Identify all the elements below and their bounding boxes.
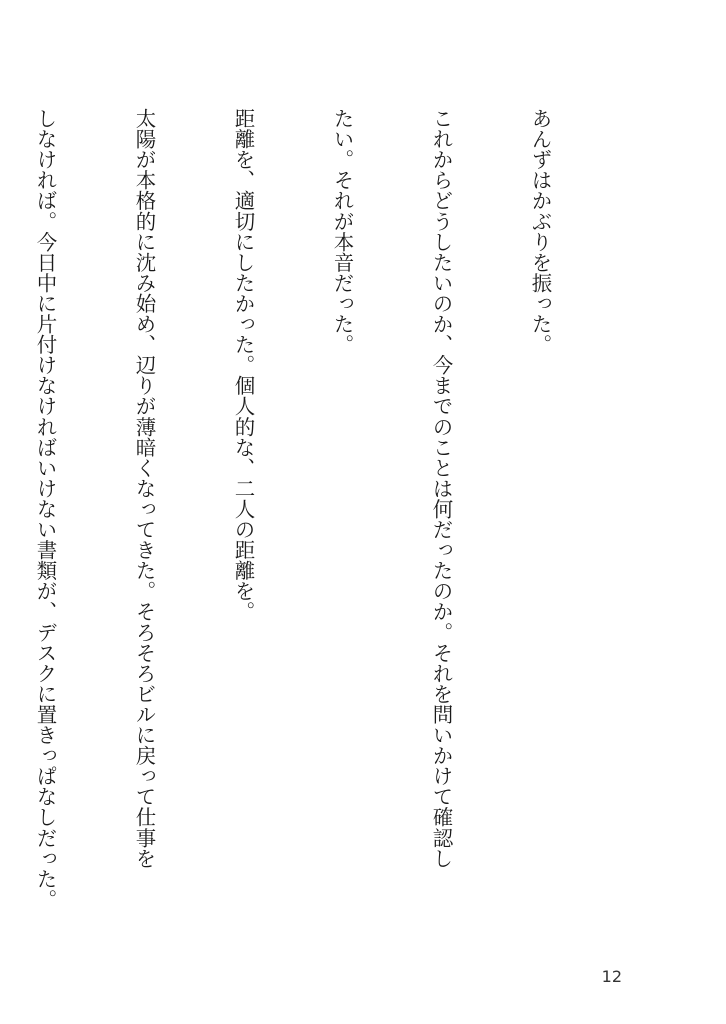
- text-line: しなければ。今日中に片付けなければいけない書類が、デスクに置きっぱなしだった。: [33, 108, 57, 910]
- page-number: 12: [601, 967, 622, 986]
- text-line: 太陽が本格的に沈み始め、辺りが薄暗くなってきた。そろそろビルに戻って仕事を: [132, 108, 156, 869]
- text-line: たい。それが本音だった。: [330, 108, 354, 355]
- text-line: 距離を、適切にしたかった。個人的な、二人の距離を。: [231, 108, 255, 622]
- text-line: あんずはかぶりを振った。: [528, 108, 552, 355]
- vertical-text-body: [0, 108, 622, 968]
- text-line: これからどうしたいのか、今までのことは何だったのか。それを問いかけて確認し: [429, 108, 453, 869]
